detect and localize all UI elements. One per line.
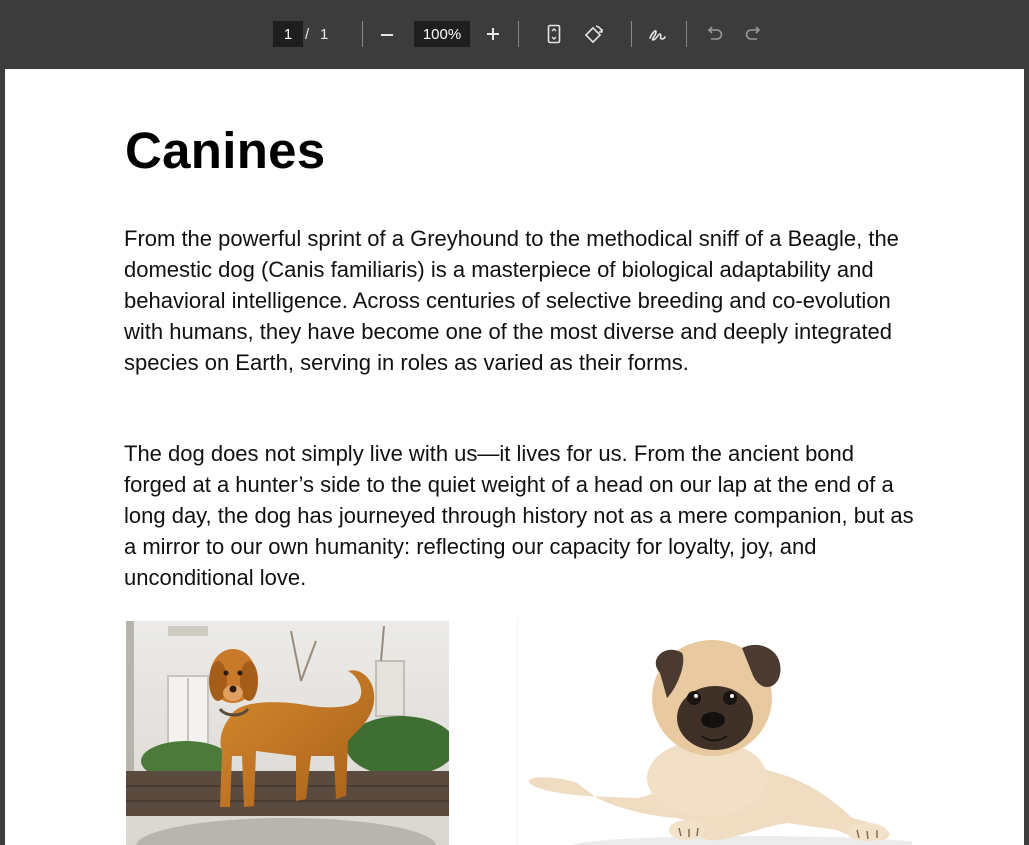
intro-paragraph: From the powerful sprint of a Greyhound to the methodical sniff of a Beagle, the domestic dog (Canis familiaris) is a masterpiece of biological adaptability and behavioral intelligence. Across centuries of selective breeding and co-evolution with humans, they have become one of the most diverse and deeply integrated species on Earth, serving in roles as varied as their forms. [124, 226, 899, 375]
golden-retriever-photo [126, 621, 449, 845]
toolbar-divider [686, 21, 687, 47]
rotate-button[interactable] [581, 21, 607, 47]
draw-icon [644, 21, 670, 47]
toolbar-divider [518, 21, 519, 47]
redo-icon [741, 21, 767, 47]
minus-icon [374, 21, 400, 47]
zoom-level-input[interactable]: 100% [414, 21, 470, 47]
toolbar-divider [631, 21, 632, 47]
fit-page-icon [541, 21, 567, 47]
page-separator: / [305, 25, 310, 43]
fit-page-button[interactable] [541, 21, 567, 47]
undo-button[interactable] [701, 21, 727, 47]
draw-button[interactable] [644, 21, 670, 47]
undo-icon [701, 21, 727, 47]
page-number-input[interactable]: 1 [273, 21, 303, 47]
plus-icon [480, 21, 506, 47]
redo-button[interactable] [741, 21, 767, 47]
zoom-out-button[interactable] [374, 21, 400, 47]
second-paragraph: The dog does not simply live with us—it lives for us. From the ancient bond forged at a hunter’s side to the quiet weight of a head on our lap at the end of a long day, the dog has journeyed through history not as a mere companion, but as a mirror to our own humanity: reflecting our capacity for loyalty, joy, and unconditional love. [124, 441, 914, 590]
document-title: Canines [125, 122, 326, 179]
rotate-icon [581, 21, 607, 47]
document-page [5, 69, 1024, 845]
total-pages: 1 [320, 25, 329, 43]
toolbar-divider [362, 21, 363, 47]
zoom-in-button[interactable] [480, 21, 506, 47]
pug-puppy-photo [517, 618, 912, 845]
pdf-toolbar [0, 0, 1029, 68]
